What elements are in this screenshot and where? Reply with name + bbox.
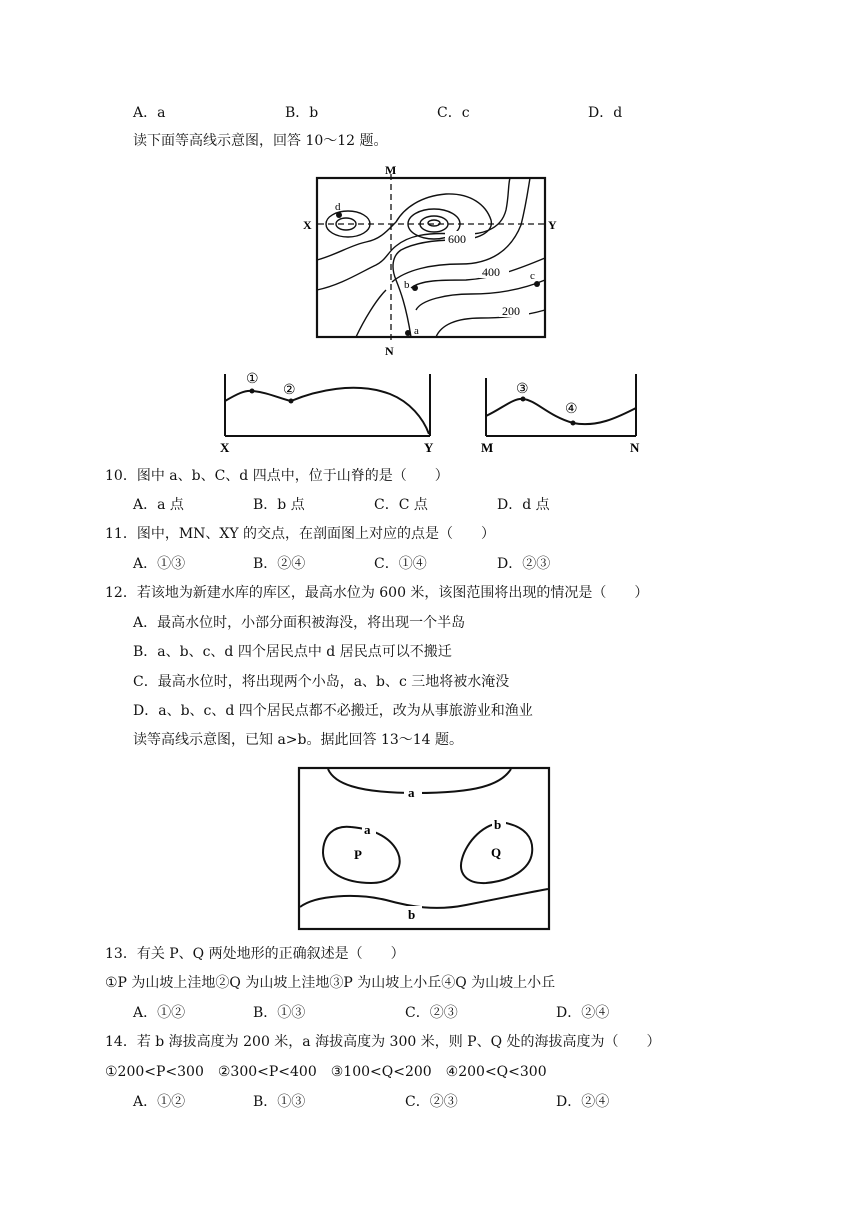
intro-13-14: 读等高线示意图，已知 a>b。据此回答 13～14 题。 [133,732,464,748]
prev-option-b: B．b [285,105,319,121]
prev-option-c: C．c [437,105,470,121]
map1-point-c: c [530,270,535,282]
profile-mark-4: ④ [565,402,578,417]
q10-stem: 10．图中 a、b、C、d 四点中，位于山脊的是（ ） [105,468,449,484]
profile-mark-2: ② [283,383,296,398]
profile-xy [215,366,440,458]
q12-stem: 12．若该地为新建水库的库区，最高水位为 600 米，该图范围将出现的情况是（ ） [105,585,649,601]
q11-option-d[interactable]: D．②③ [497,556,551,572]
q14-stem: 14．若 b 海拔高度为 200 米，a 海拔高度为 300 米，则 P、Q 处的海拔高度为（ ） [105,1034,661,1050]
q10-option-d[interactable]: D．d 点 [497,497,550,513]
q12-option-a[interactable]: A．最高水位时，小部分面积被海没，将出现一个半岛 [133,615,466,631]
profile-mn [478,366,648,458]
map1-point-a: a [414,325,419,337]
profile-mark-1: ① [246,372,259,387]
q11-stem: 11．图中，MN、XY 的交点，在剖面图上对应的点是（ ） [105,526,496,542]
profile-label-Y: Y [424,440,434,455]
q11-option-c[interactable]: C．①④ [374,556,427,572]
q10-option-a[interactable]: A．a 点 [133,497,184,513]
q13-option-b[interactable]: B．①③ [253,1005,306,1021]
map1-label-X: X [303,218,312,232]
q14-option-c[interactable]: C．②③ [405,1094,458,1110]
prev-option-a: A．a [133,105,166,121]
q13-stem: 13．有关 P、Q 两处地形的正确叙述是（ ） [105,946,405,962]
profile-label-N: N [630,440,640,455]
map1-label-M: M [385,163,397,177]
q14-option-d[interactable]: D．②④ [556,1094,610,1110]
q14-option-b[interactable]: B．①③ [253,1094,306,1110]
profile-mark-3: ③ [516,382,529,397]
profile-label-X: X [220,440,230,455]
contour-label-400: 400 [482,265,500,279]
map1-label-Y: Y [548,218,557,232]
contour-label-200: 200 [502,304,520,318]
map1-label-N: N [385,344,394,358]
map2-label-P: P [354,847,362,862]
q12-option-d[interactable]: D．a、b、c、d 四个居民点都不必搬迁，改为从事旅游业和渔业 [133,703,533,719]
map2-label-b-bottom: b [408,907,416,922]
q14-statements: ①200<P<300 ②300<P<400 ③100<Q<200 ④200<Q<300 [105,1064,547,1080]
prev-option-d: D．d [588,105,623,121]
intro-10-12: 读下面等高线示意图，回答 10～12 题。 [133,133,388,149]
q12-option-b[interactable]: B．a、b、c、d 四个居民点中 d 居民点可以不搬迁 [133,644,452,660]
contour-label-600: 600 [448,232,466,246]
map2-label-b-q: b [494,817,502,832]
map2-label-a-top: a [408,785,415,800]
q13-option-c[interactable]: C．②③ [405,1005,458,1021]
q10-option-b[interactable]: B．b 点 [253,497,305,513]
q12-option-c[interactable]: C．最高水位时，将出现两个小岛，a、b、c 三地将被水淹没 [133,674,510,690]
q13-option-a[interactable]: A．①② [133,1005,186,1021]
q10-option-c[interactable]: C．C 点 [374,497,428,513]
q11-option-a[interactable]: A．①③ [133,556,186,572]
map1-point-b: b [404,279,410,291]
q13-option-d[interactable]: D．②④ [556,1005,610,1021]
map1-point-d: d [335,201,341,213]
map2-label-Q: Q [491,845,502,860]
map2-label-a-p: a [364,822,371,837]
q11-option-b[interactable]: B．②④ [253,556,306,572]
contour-map-1 [296,160,566,360]
q13-statements: ①P 为山坡上洼地②Q 为山坡上洼地③P 为山坡上小丘④Q 为山坡上小丘 [105,975,556,991]
q14-option-a[interactable]: A．①② [133,1094,186,1110]
profile-label-M: M [481,440,494,455]
contour-map-2 [296,765,556,933]
